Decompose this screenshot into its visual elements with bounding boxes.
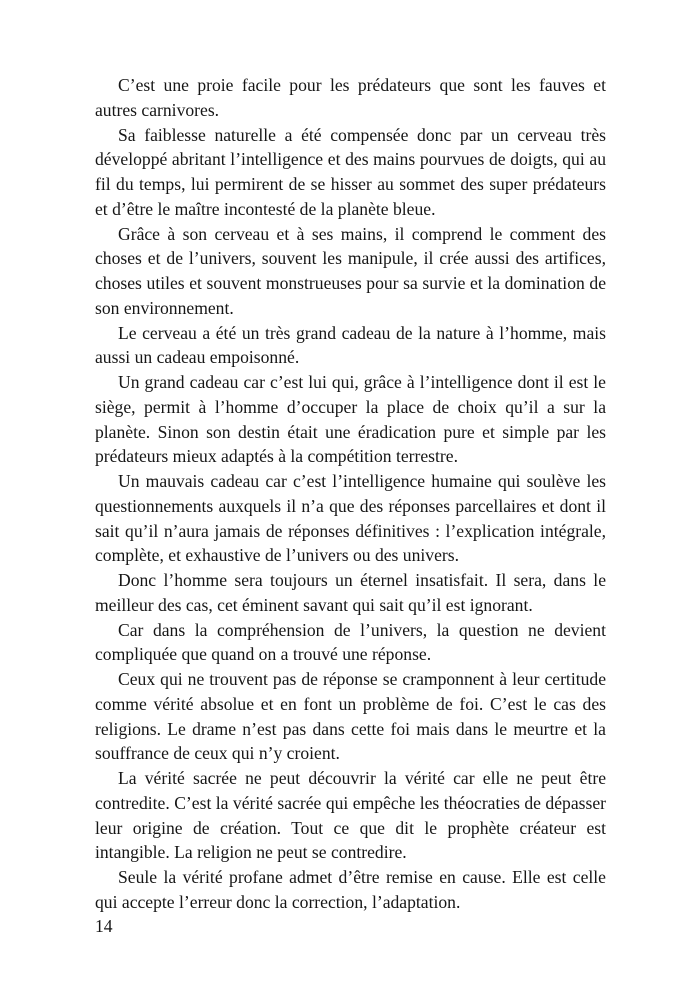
paragraph: Sa faiblesse naturelle a été compensée donc par un cerveau très développé abritant l’intelligence et des mains pourvues de doigts, qui au fil du temps, lui permirent de se hisser au sommet des super prédateurs et d’être le maître incontesté de la planète bleue. <box>95 124 606 219</box>
page-body <box>95 73 606 915</box>
page-number: 14 <box>95 916 113 936</box>
paragraph: Donc l’homme sera toujours un éternel insatisfait. Il sera, dans le meilleur des cas, cet éminent savant qui sait qu’il est ignorant. <box>95 570 606 615</box>
paragraph: Le cerveau a été un très grand cadeau de la nature à l’homme, mais aussi un cadeau empoisonné. <box>95 322 606 368</box>
paragraph: Ceux qui ne trouvent pas de réponse se cramponnent à leur certitude comme vérité absolue et en font un problème de foi. C’est le cas des religions. Le drame n’est pas dans cette foi mais dans le meurtre et la souffrance de ceux qui n’y croient. <box>95 669 606 764</box>
paragraph: Un mauvais cadeau car c’est l’intelligence humaine qui soulève les questionnements auxquels il n’a que des réponses parcellaires et dont il sait qu’il n’aura jamais de réponses définitives : l’explication intégrale, complète, et exhaustive de l’univers ou des univers. <box>95 471 606 566</box>
paragraph: Grâce à son cerveau et à ses mains, il comprend le comment des choses et de l’univers, souvent les manipule, il crée aussi des artifices, choses utiles et souvent monstrueuses pour sa survie et la domination de son environnement. <box>95 223 606 318</box>
paragraph: C’est une proie facile pour les prédateurs que sont les fauves et autres carnivores. <box>95 75 606 120</box>
paragraph: La vérité sacrée ne peut découvrir la vérité car elle ne peut être contredite. C’est la vérité sacrée qui empêche les théocraties de dépasser leur origine de création. Tout ce que dit le prophète créateur est intangible. La religion ne peut se contredire. <box>95 768 606 863</box>
paragraph: Car dans la compréhension de l’univers, la question ne devient compliquée que quand on a trouvé une réponse. <box>95 619 606 665</box>
paragraph: Un grand cadeau car c’est lui qui, grâce à l’intelligence dont il est le siège, permit à l’homme d’occuper la place de choix qu’il a sur la planète. Sinon son destin était une éradication pure et simple par les prédateurs mieux adaptés à la compétition terrestre. <box>95 372 606 467</box>
paragraph: Seule la vérité profane admet d’être remise en cause. Elle est celle qui accepte l’erreur donc la correction, l’adaptation. <box>95 867 606 912</box>
